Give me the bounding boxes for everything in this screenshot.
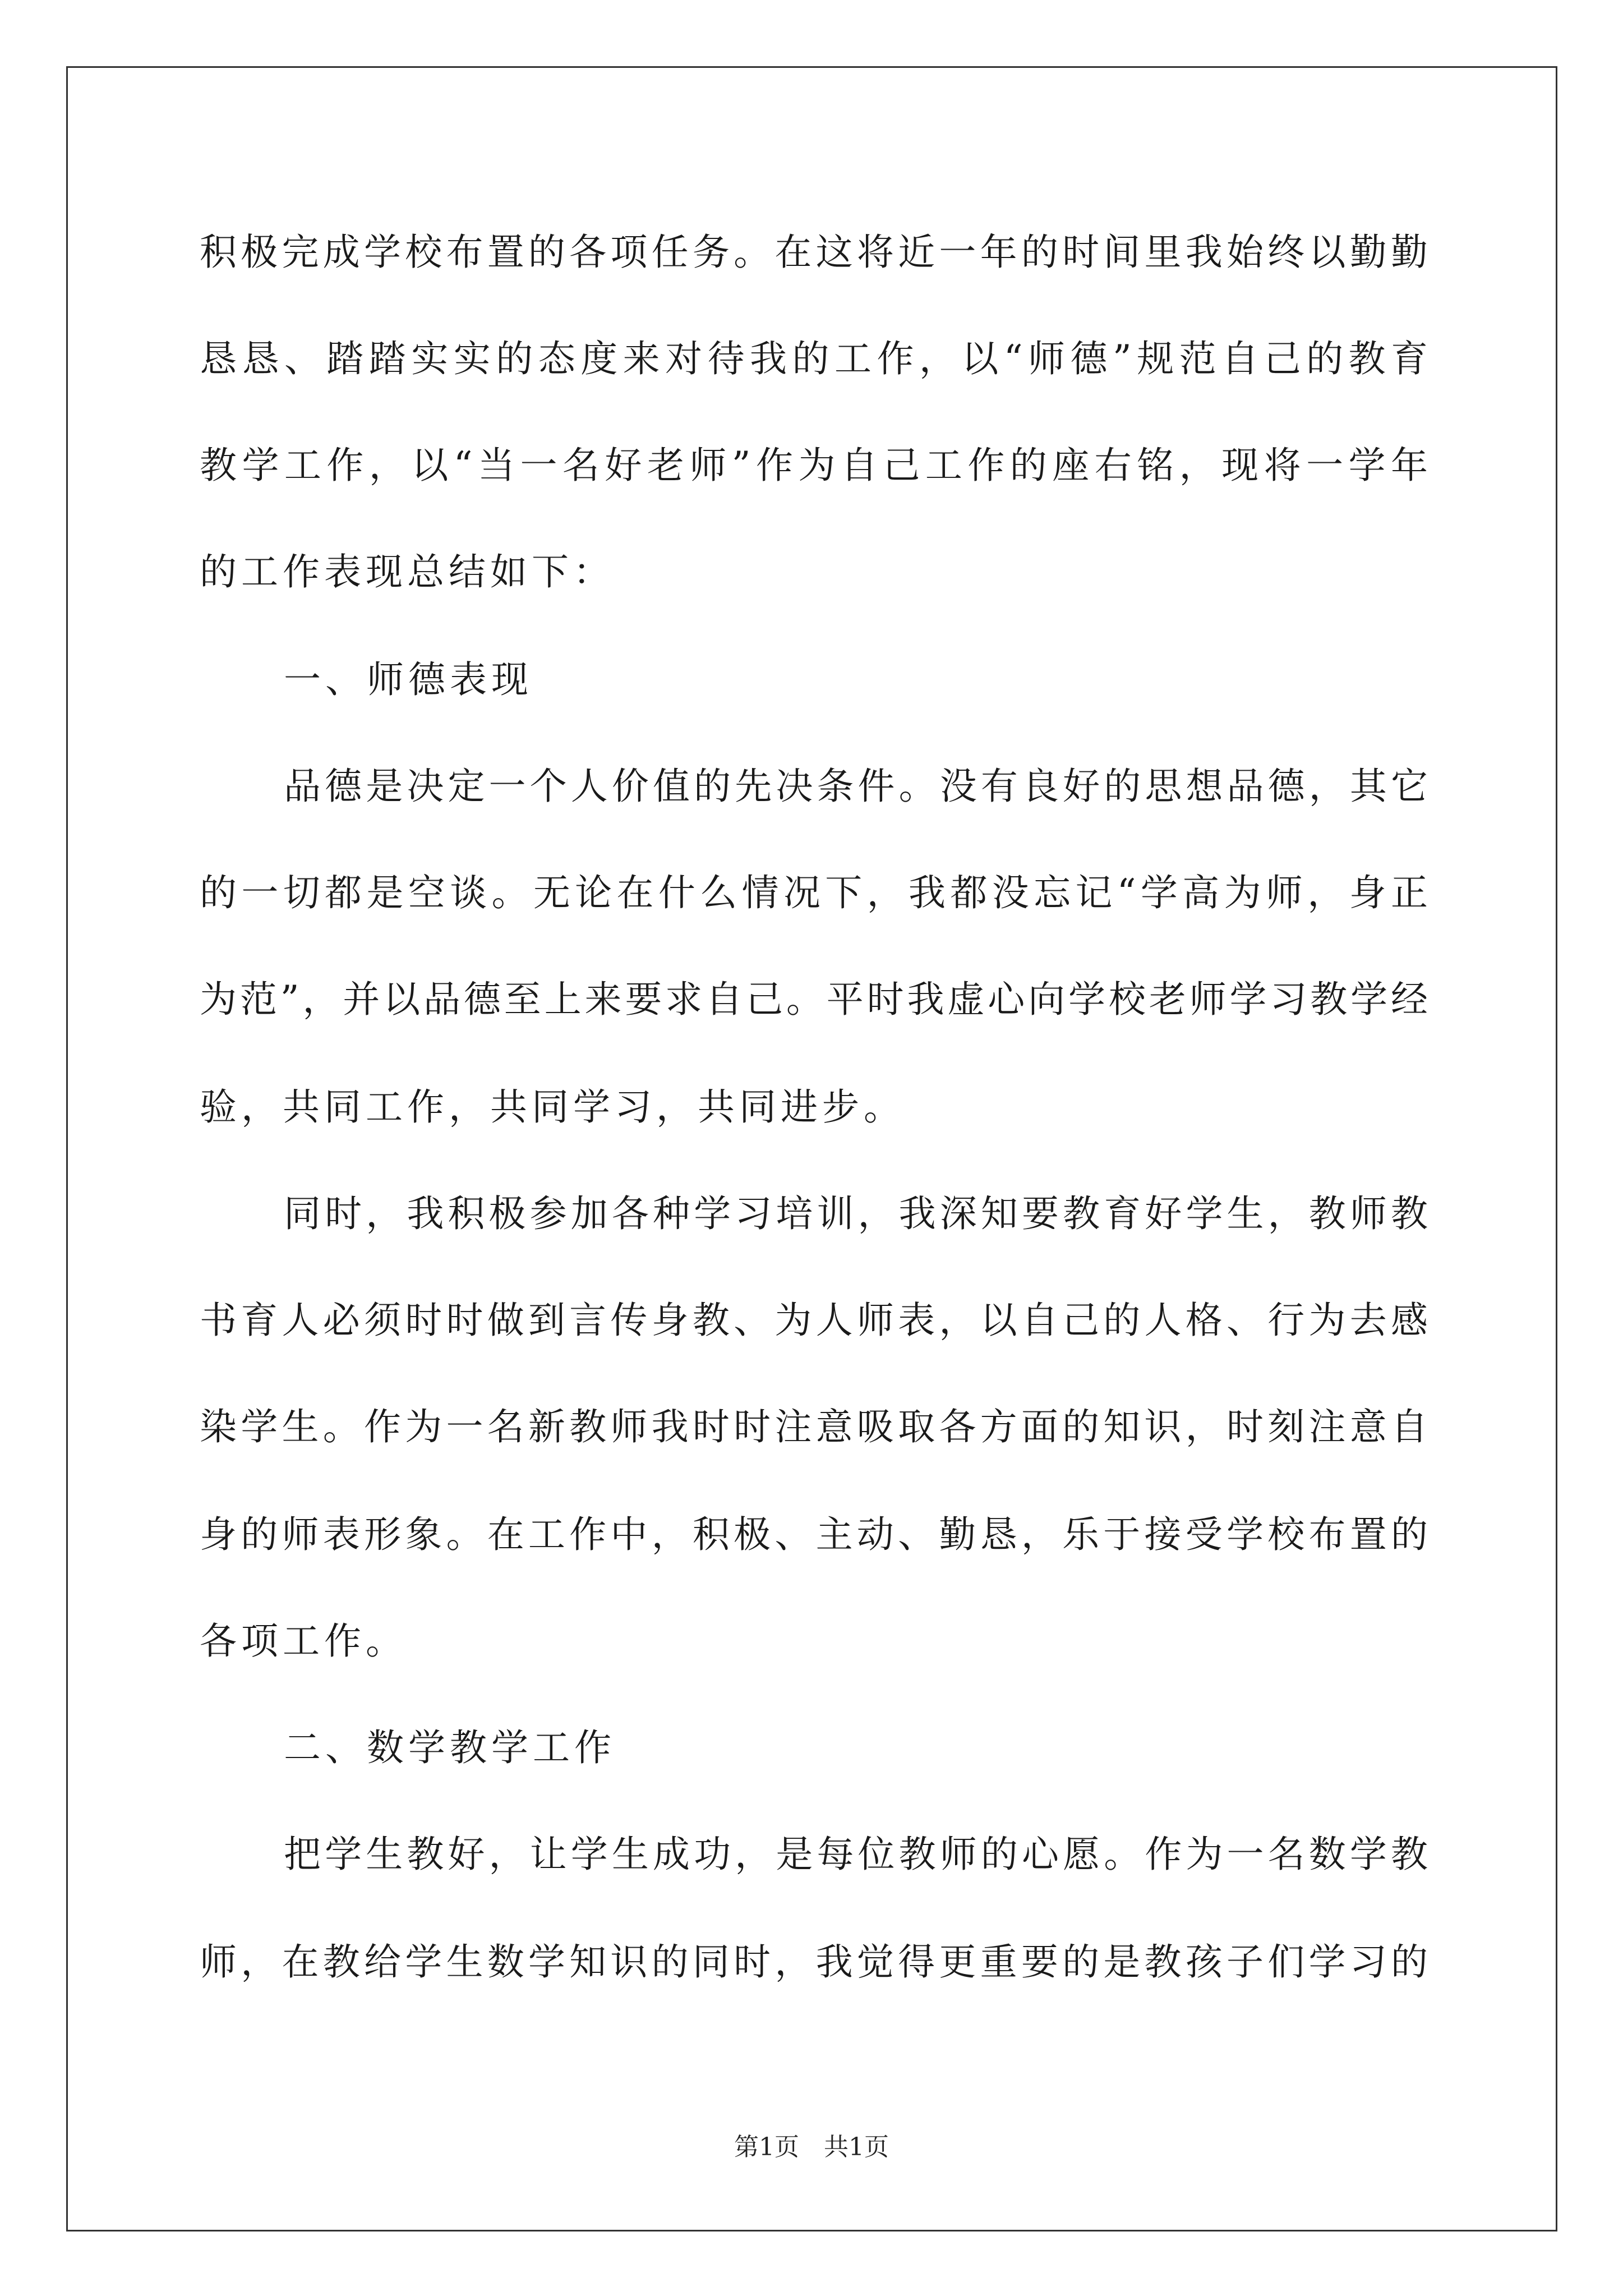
page-border (66, 66, 1557, 2231)
text-line: 染学生。作为一名新教师我时时注意吸取各方面的知识，时刻注意自 (200, 1405, 1428, 1448)
section-heading: 一、师德表现 (284, 658, 533, 701)
text-line: 同时，我积极参加各种学习培训，我深知要教育好学生，教师教 (284, 1192, 1428, 1235)
text-line: 身的师表形象。在工作中，积极、主动、勤恳，乐于接受学校布置的 (200, 1513, 1428, 1556)
text-line: 的工作表现总结如下： (200, 550, 615, 593)
text-line: 各项工作。 (200, 1619, 407, 1663)
text-line: 恳恳、踏踏实实的态度来对待我的工作，以“师德”规范自己的教育 (200, 337, 1428, 380)
text-line: 把学生教好，让学生成功，是每位教师的心愿。作为一名数学教 (284, 1833, 1428, 1876)
text-line: 师，在教给学生数学知识的同时，我觉得更重要的是教孩子们学习的 (200, 1940, 1428, 1984)
text-line: 教学工作，以“当一名好老师”作为自己工作的座右铭，现将一学年 (200, 444, 1428, 487)
text-line: 积极完成学校布置的各项任务。在这将近一年的时间里我始终以勤勤 (200, 231, 1428, 274)
text-line: 为范”，并以品德至上来要求自己。平时我虚心向学校老师学习教学经 (200, 978, 1428, 1021)
text-line: 书育人必须时时做到言传身教、为人师表，以自己的人格、行为去感 (200, 1299, 1428, 1342)
text-line: 品德是决定一个人价值的先决条件。没有良好的思想品德，其它 (284, 765, 1428, 808)
text-line: 的一切都是空谈。无论在什么情况下，我都没忘记“学高为师，身正 (200, 871, 1428, 914)
text-line: 验，共同工作，共同学习，共同进步。 (200, 1085, 905, 1129)
section-heading: 二、数学教学工作 (284, 1726, 616, 1769)
page-footer: 第1页 共1页 (734, 2133, 889, 2161)
